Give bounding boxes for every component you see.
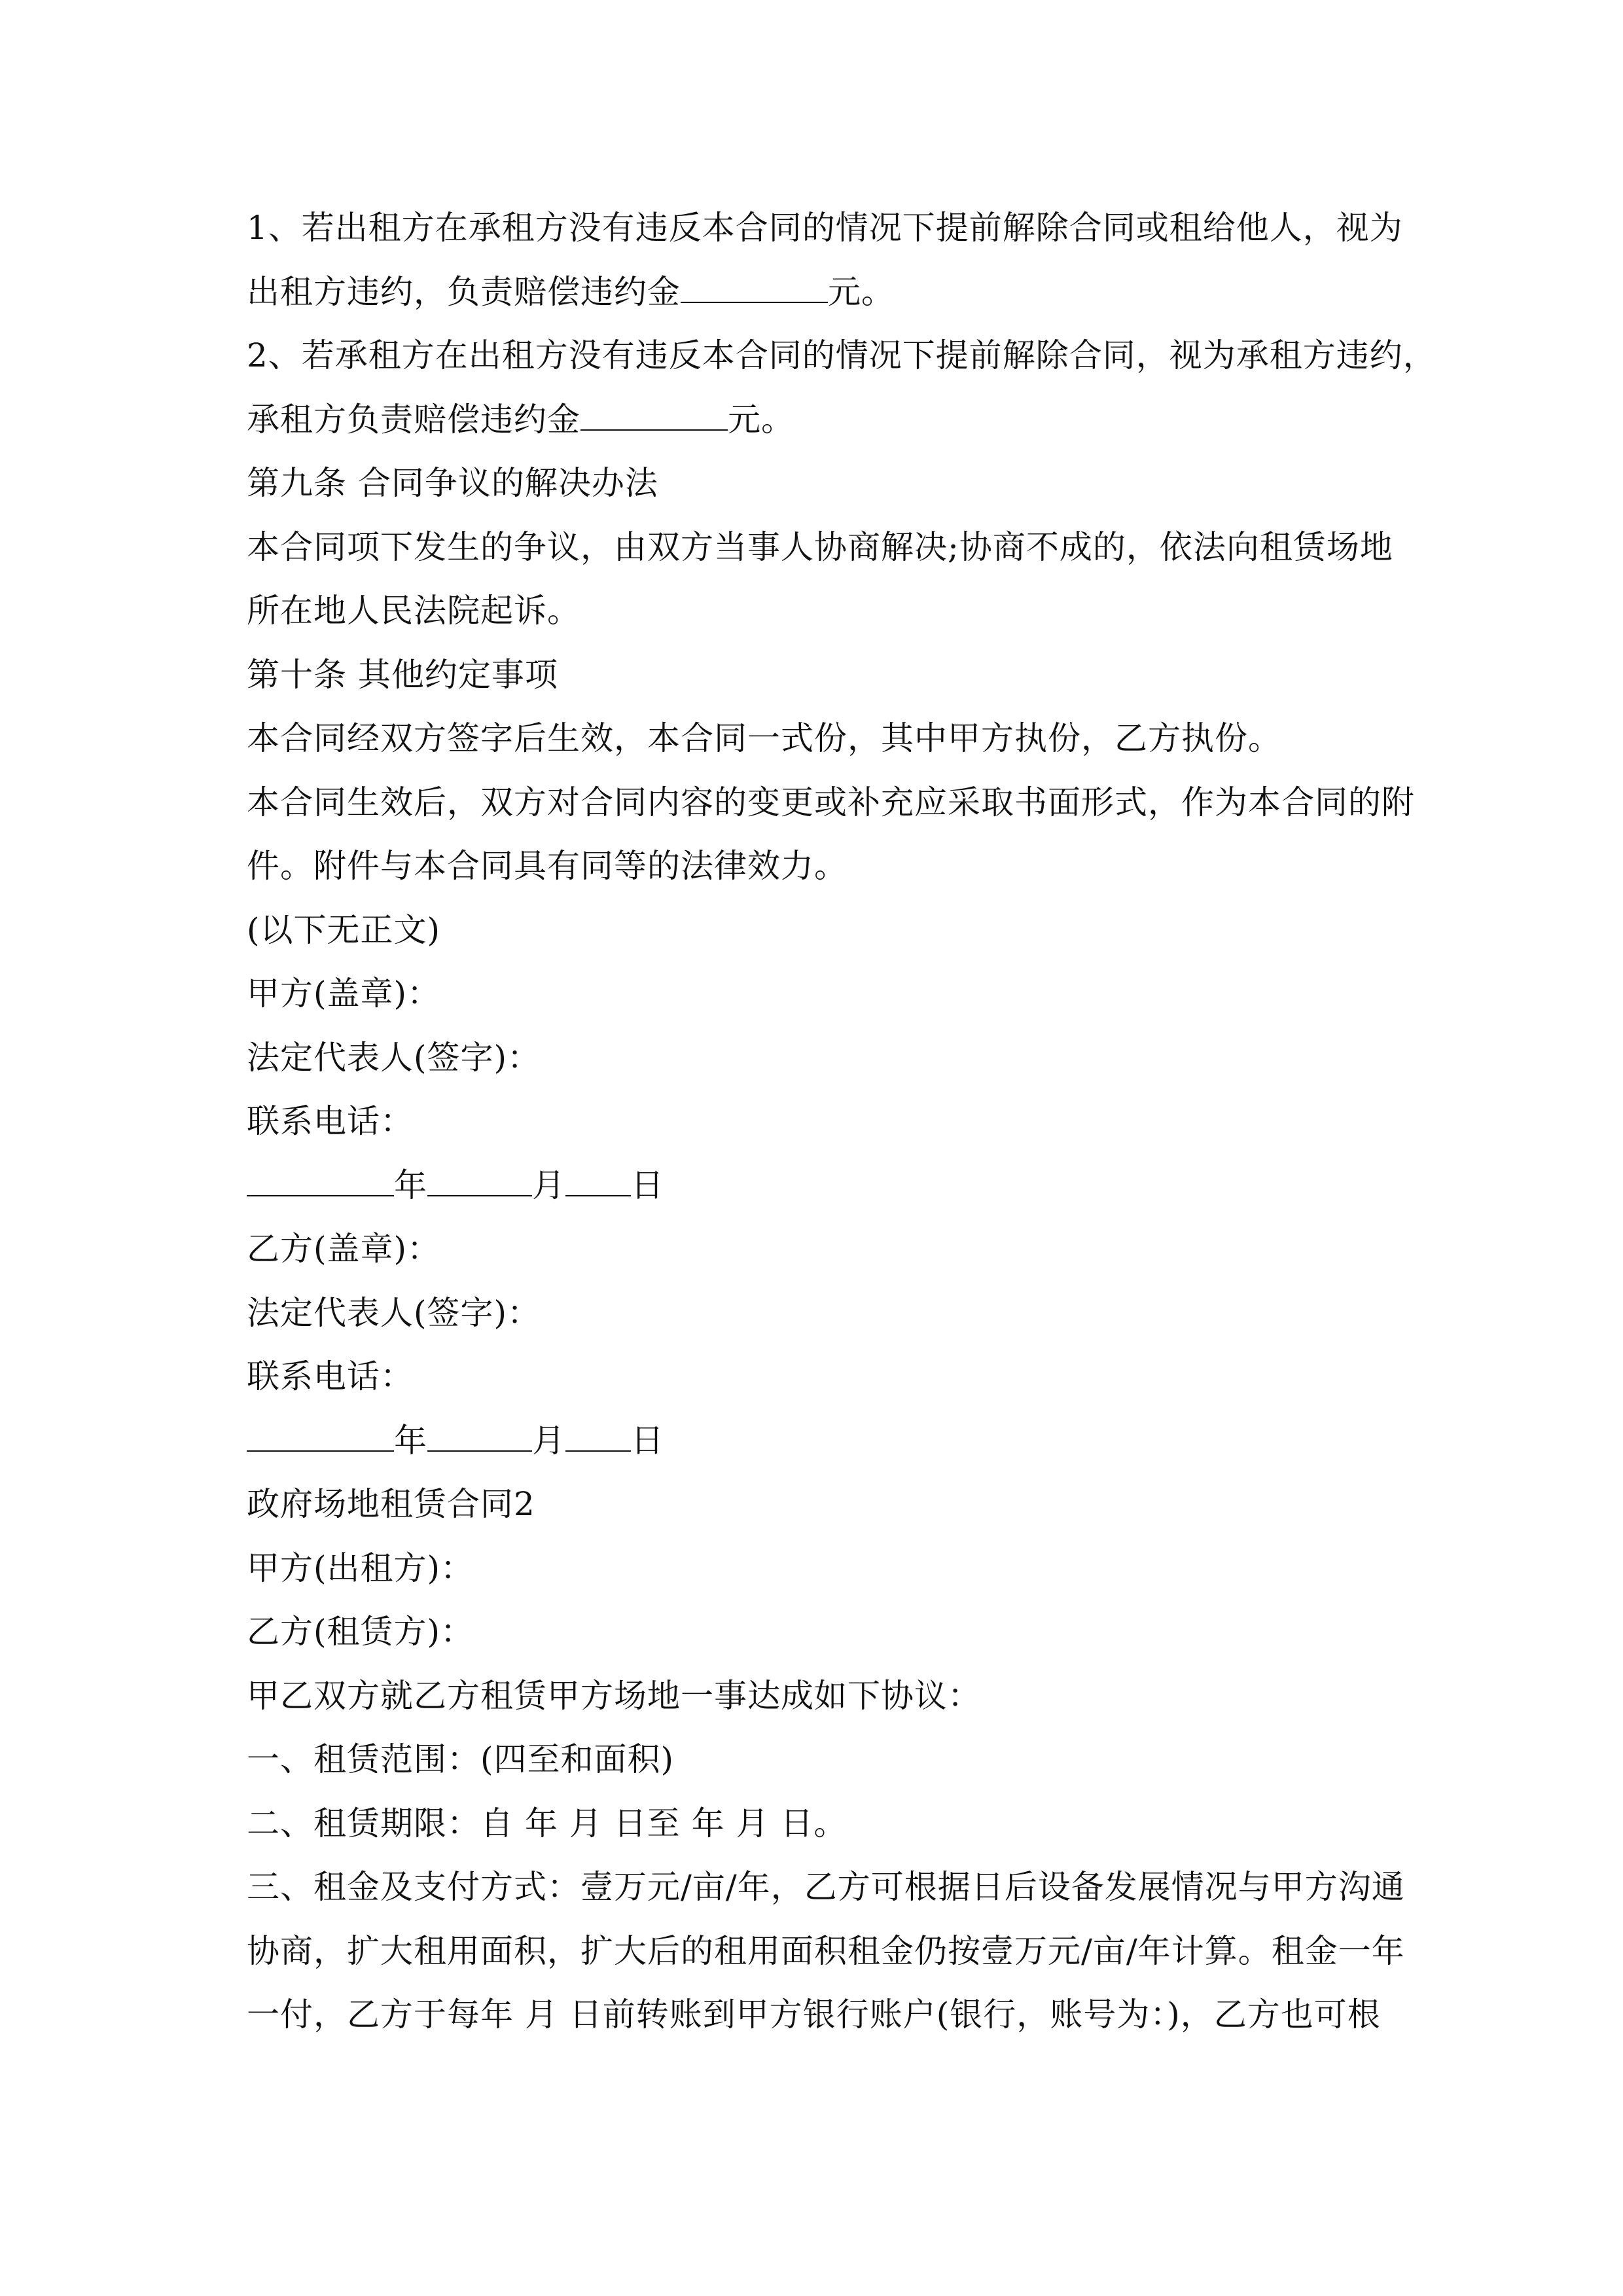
paragraph-line: 二、租赁期限：自 年 月 日至 年 月 日。: [247, 1804, 847, 1842]
day-label: 日: [631, 1421, 664, 1460]
blank-underline: [427, 1155, 532, 1196]
contract-title: 政府场地租赁合同2: [247, 1485, 535, 1523]
party-a-seal-label: 甲方(盖章)：: [247, 975, 441, 1013]
party-b-seal-label: 乙方(盖章)：: [247, 1230, 441, 1268]
blank-underline: [247, 1155, 394, 1196]
paragraph-line: (以下无正文): [247, 910, 441, 949]
blank-underline: [565, 1155, 631, 1196]
party-a-date-line: [247, 1154, 1385, 1218]
month-label: 月: [532, 1421, 565, 1460]
section-heading: 第九条 合同争议的解决办法: [247, 464, 658, 502]
year-label: 年: [394, 1166, 427, 1204]
party-b-date-line: [247, 1409, 1385, 1473]
party-b-representative-label: 法定代表人(签字)：: [247, 1293, 541, 1332]
party-b-phone-label: 联系电话：: [247, 1357, 414, 1395]
paragraph-line: 三、租金及支付方式：壹万元/亩/年，乙方可根据日后设备发展情况与甲方沟通: [247, 1868, 1405, 1906]
line-text: 出租方违约，负责赔偿违约金: [247, 272, 681, 311]
party-b-label: 乙方(租赁方)：: [247, 1613, 474, 1651]
paragraph-line: [247, 260, 1385, 325]
section-heading: 第十条 其他约定事项: [247, 655, 558, 694]
paragraph-line: 本合同项下发生的争议，由双方当事人协商解决;协商不成的，依法向租赁场地: [247, 528, 1393, 566]
blank-underline: [247, 1410, 394, 1452]
paragraph-line: 所在地人民法院起诉。: [247, 592, 580, 630]
paragraph-line: 1、若出租方在承租方没有违反本合同的情况下提前解除合同或租给他人，视为: [247, 209, 1403, 247]
month-label: 月: [532, 1166, 565, 1204]
paragraph-line: 一、租赁范围：(四至和面积): [247, 1740, 675, 1778]
blank-underline: [681, 261, 828, 303]
paragraph-line: 协商，扩大租用面积，扩大后的租用面积租金仍按壹万元/亩/年计算。租金一年: [247, 1931, 1405, 1970]
line-text: 承租方负责赔偿违约金: [247, 400, 580, 439]
party-a-label: 甲方(出租方)：: [247, 1549, 474, 1587]
line-text: 元。: [728, 400, 794, 439]
blank-underline: [565, 1410, 631, 1452]
document-body: [247, 196, 1436, 2047]
paragraph-line: 2、若承租方在出租方没有违反本合同的情况下提前解除合同，视为承租方违约，: [247, 336, 1436, 374]
paragraph-line: 本合同生效后，双方对合同内容的变更或补充应采取书面形式，作为本合同的附: [247, 783, 1415, 821]
day-label: 日: [631, 1166, 664, 1204]
party-a-representative-label: 法定代表人(签字)：: [247, 1038, 541, 1077]
party-a-phone-label: 联系电话：: [247, 1102, 414, 1140]
year-label: 年: [394, 1421, 427, 1460]
paragraph-line: 件。附件与本合同具有同等的法律效力。: [247, 847, 847, 885]
paragraph-line: [247, 388, 1385, 452]
paragraph-line: 一付，乙方于每年 月 日前转账到甲方银行账户(银行，账号为：)，乙方也可根: [247, 1996, 1381, 2034]
blank-underline: [580, 389, 728, 431]
paragraph-line: 甲乙双方就乙方租赁甲方场地一事达成如下协议：: [247, 1676, 981, 1715]
line-text: 元。: [828, 272, 895, 311]
blank-underline: [427, 1410, 532, 1452]
paragraph-line: 本合同经双方签字后生效，本合同一式份，其中甲方执份，乙方执份。: [247, 719, 1281, 757]
